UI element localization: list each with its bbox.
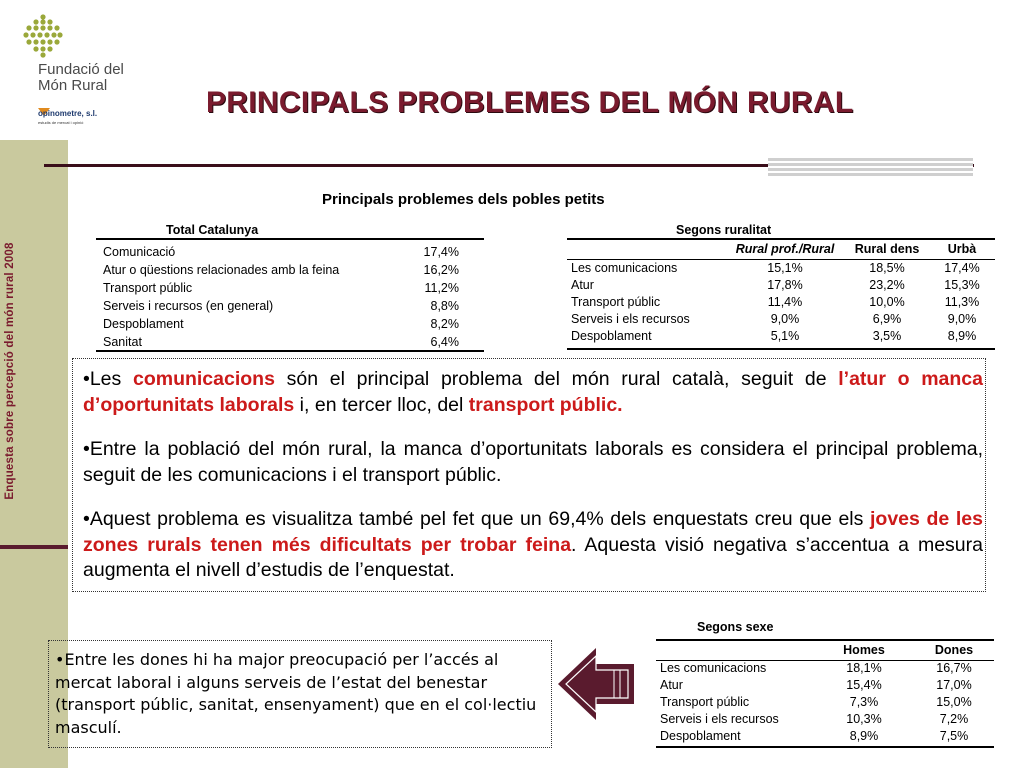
row-value: 15,0% bbox=[936, 695, 972, 709]
col-header-dones: Dones bbox=[934, 643, 974, 657]
bullet-text: són el principal problema del món rural català, seguit de bbox=[274, 368, 839, 390]
table-row bbox=[656, 728, 994, 745]
col-header-rural-prof: Rural prof./Rural bbox=[735, 242, 835, 256]
row-label: Atur bbox=[571, 278, 594, 292]
foundation-logo-icon bbox=[23, 14, 63, 58]
bullet-highlight: transport públic. bbox=[468, 393, 623, 416]
sidebar-divider bbox=[0, 545, 68, 549]
row-value: 7,3% bbox=[849, 695, 879, 709]
row-value: 9,0% bbox=[947, 312, 977, 326]
row-value: 15,4% bbox=[846, 678, 882, 692]
women-finding-text: •Entre les dones hi ha major preocupació per l’accés al mercat laboral i alguns serveis de l’estat del benestar (transport públic, sanitat, ensenyament) que en el col·lectiu masculí. bbox=[55, 650, 537, 737]
row-value: 16,2% bbox=[423, 263, 459, 277]
row-label: Despoblament bbox=[571, 329, 652, 343]
row-label: Atur bbox=[660, 678, 683, 692]
row-label: Serveis i els recursos bbox=[660, 712, 779, 726]
row-label: Despoblament bbox=[660, 729, 741, 743]
row-label: Sanitat bbox=[103, 335, 142, 349]
table-row bbox=[567, 328, 995, 345]
row-value: 10,3% bbox=[846, 712, 882, 726]
title-accent-stripes bbox=[768, 158, 973, 178]
table-row bbox=[96, 297, 484, 315]
row-label: Despoblament bbox=[103, 317, 184, 331]
row-value: 8,8% bbox=[430, 299, 459, 313]
row-value: 6,9% bbox=[872, 312, 902, 326]
row-label: Transport públic bbox=[660, 695, 750, 709]
row-value: 16,7% bbox=[936, 661, 972, 675]
row-value: 8,9% bbox=[849, 729, 879, 743]
foundation-name: Fundació del Món Rural bbox=[38, 61, 124, 94]
partner-tagline: estudis de mercat i opinió bbox=[38, 120, 84, 125]
table-sexe-caption: Segons sexe bbox=[697, 620, 774, 634]
finding-bullet-2: •Entre la població del món rural, la manca d’oportunitats laborals es considera el principal problema, seguit de les comunicacions i el transport públic. bbox=[83, 438, 983, 486]
table-row bbox=[656, 660, 994, 677]
table-ruralitat bbox=[567, 238, 995, 350]
row-label: Transport públic bbox=[571, 295, 661, 309]
row-label: Serveis i els recursos bbox=[571, 312, 690, 326]
table-row bbox=[96, 315, 484, 333]
col-header-rural-dens: Rural dens bbox=[854, 242, 920, 256]
row-label: Comunicació bbox=[103, 245, 176, 259]
row-value: 17,8% bbox=[767, 278, 803, 292]
row-value: 3,5% bbox=[872, 329, 902, 343]
page-title: PRINCIPALS PROBLEMES DEL MÓN RURAL bbox=[206, 86, 854, 119]
row-label: Serveis i recursos (en general) bbox=[103, 299, 274, 313]
table-row bbox=[656, 694, 994, 711]
table-row bbox=[96, 333, 484, 351]
row-label: Transport públic bbox=[103, 281, 193, 295]
row-value: 17,4% bbox=[423, 245, 459, 259]
table-header-row bbox=[656, 641, 994, 661]
row-value: 8,2% bbox=[430, 317, 459, 331]
table-row bbox=[656, 711, 994, 728]
findings-box bbox=[72, 358, 986, 592]
row-label: Les comunicacions bbox=[571, 261, 678, 275]
row-value: 18,5% bbox=[869, 261, 905, 275]
row-value: 11,4% bbox=[767, 295, 803, 309]
table-row bbox=[96, 279, 484, 297]
row-value: 15,3% bbox=[944, 278, 980, 292]
finding-bullet-1 bbox=[83, 367, 983, 418]
table-row bbox=[567, 311, 995, 328]
row-value: 17,4% bbox=[944, 261, 980, 275]
partner-name: opinometre, s.l. bbox=[38, 109, 98, 118]
section-subtitle: Principals problemes dels pobles petits bbox=[322, 191, 605, 208]
table-row bbox=[567, 277, 995, 294]
row-label: Les comunicacions bbox=[660, 661, 767, 675]
row-value: 11,3% bbox=[944, 295, 980, 309]
row-value: 9,0% bbox=[770, 312, 800, 326]
survey-vertical-label: Enquesta sobre percepció del món rural 2008 bbox=[4, 242, 16, 500]
logo-panel bbox=[0, 0, 128, 140]
row-label: Atur o qüestions relacionades amb la feina bbox=[103, 263, 340, 277]
table-row bbox=[96, 261, 484, 279]
bullet-highlight: joves de les zones rurals tenen més dificultats per trobar feina bbox=[83, 508, 983, 556]
left-arrow-icon bbox=[556, 648, 636, 720]
row-value: 7,5% bbox=[939, 729, 969, 743]
bullet-text: •Les bbox=[83, 368, 133, 390]
women-finding-box bbox=[48, 640, 552, 748]
finding-bullet-3 bbox=[83, 507, 983, 584]
row-value: 8,9% bbox=[947, 329, 977, 343]
row-value: 11,2% bbox=[424, 281, 459, 295]
table-row bbox=[96, 243, 484, 261]
bullet-text: . Aquesta visió negativa s’accentua a mesura augmenta el nivell d’estudis de l’enquestat. bbox=[83, 533, 983, 581]
table-total-caption: Total Catalunya bbox=[166, 223, 259, 237]
bullet-text: •Aquest problema es visualitza també pel fet que un 69,4% dels enquestats creu que els bbox=[83, 508, 870, 530]
row-value: 15,1% bbox=[767, 261, 803, 275]
row-value: 18,1% bbox=[846, 661, 882, 675]
col-header-urba: Urbà bbox=[947, 242, 977, 256]
table-total bbox=[96, 238, 484, 352]
row-value: 5,1% bbox=[770, 329, 800, 343]
table-sexe bbox=[656, 639, 994, 748]
col-header-homes: Homes bbox=[843, 643, 885, 657]
row-value: 17,0% bbox=[936, 678, 972, 692]
table-row bbox=[567, 294, 995, 311]
table-row bbox=[567, 260, 995, 277]
table-row bbox=[656, 677, 994, 694]
bullet-highlight: l’atur o manca d’oportunitats laborals bbox=[83, 368, 983, 416]
bullet-highlight: comunicacions bbox=[132, 368, 275, 390]
bullet-text: i, en tercer lloc, del bbox=[294, 393, 469, 416]
row-value: 23,2% bbox=[869, 278, 905, 292]
row-value: 6,4% bbox=[430, 335, 459, 349]
row-value: 10,0% bbox=[869, 295, 905, 309]
table-ruralitat-caption: Segons ruralitat bbox=[676, 223, 772, 237]
table-header-row bbox=[567, 240, 995, 260]
row-value: 7,2% bbox=[939, 712, 969, 726]
